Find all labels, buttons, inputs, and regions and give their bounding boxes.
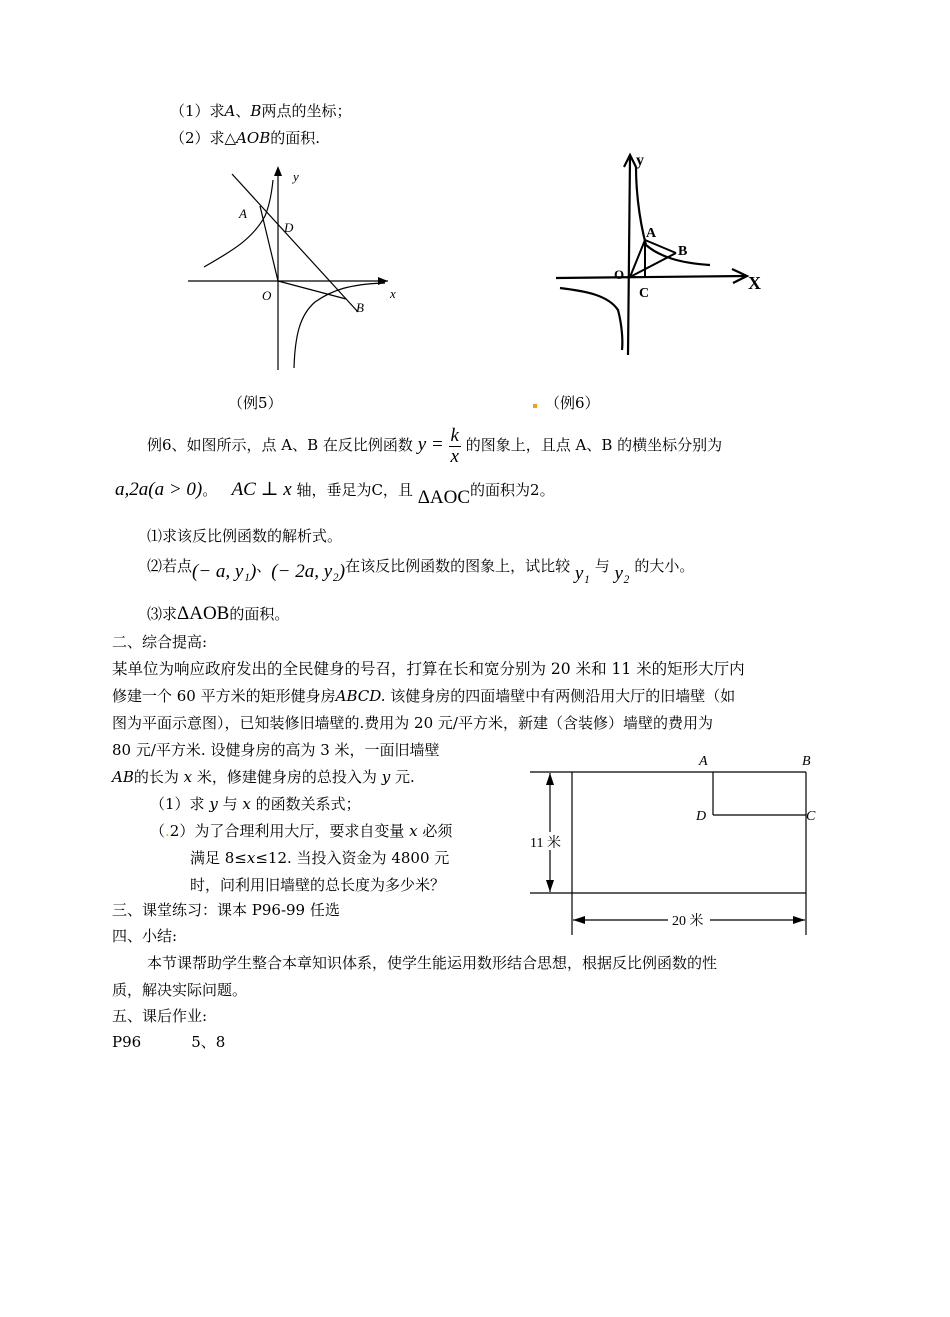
triangle-aob-label: AOB [236,129,271,147]
function-fraction [449,426,461,467]
section-4-heading: 四、小结: [112,927,178,945]
label-b: B [678,244,688,259]
q2-suffix: 的大小。 [634,557,695,575]
hyperbola-branch-left [204,180,273,267]
label-20m: 20 米 [672,914,704,929]
label-d: D [696,809,707,824]
section-2-question-2-line-1 [150,821,452,841]
q2-and: 与 [594,557,610,575]
figure-example-5 [180,160,410,380]
q2-mid: 在该反比例函数的图象上，试比较 [345,557,571,575]
label-c: C [806,809,816,824]
ex5-question-2 [170,128,320,148]
figure-example-6 [550,145,770,360]
homework-line [112,1032,225,1052]
section-2-para-line-1: 某单位为响应政府发出的全民健身的号召，打算在长和宽分别为 20 米和 11 米的矩形大厅内 [112,660,745,678]
hyperbola-branch-right [294,283,385,368]
section-2-para-line-2 [112,686,735,706]
section-2-para-line-4: 80 元/平方米. 设健身房的高为 3 米，一面旧墙壁 [112,741,440,759]
section-2-heading: 二、综合提高: [112,633,208,651]
q1-suffix: 两点的坐标； [261,102,352,120]
label-11m: 11 米 [530,836,561,851]
triangle-aob: ΔAOB [177,603,230,624]
x-var: x [183,768,193,786]
label-c: C [639,286,650,301]
q3-prefix: ⑶求 [147,605,178,623]
y-axis-arrow [274,166,282,176]
function-lhs: y = [417,434,444,455]
figure-hall-plan [520,745,830,940]
segment-ob [278,281,346,299]
q1-sep: 、 [235,102,251,120]
label-b: B [356,300,364,315]
ab-label: AB [112,768,134,786]
caption-example-5: （例5） [228,394,283,412]
ex6-intro: 例6、如图所示，点 A、B 在反比例函数 [147,436,413,454]
hyperbola-branch-right [636,167,710,265]
y-var: y [381,768,391,786]
caption-example-6: （例6） [545,394,600,412]
label-a: A [239,206,247,221]
q2-paren: （ [150,822,166,840]
x-var: x [246,849,256,867]
fraction-denominator: x [450,445,459,467]
homework-items: 5、8 [191,1033,226,1051]
ex6-line-2 [115,479,555,508]
q1-suffix: 的函数关系式； [255,795,361,813]
section-4-para-line-1: 本节课帮助学生整合本章知识体系，使学生能运用数形结合思想，根据反比例函数的性 [147,954,718,972]
hyperbola-branch-left [560,288,622,350]
point-b-label: B [250,102,262,120]
section-2-question-1 [150,794,361,814]
point-a-label: A [224,102,236,120]
ex6-question-1: ⑴求该反比例函数的解析式。 [147,527,343,545]
p5-mid2: 米，修建健身房的总投入为 [196,768,377,786]
homework-page: P96 [112,1033,142,1051]
dim-arrow-left [573,916,585,924]
q2-l2-prefix: 满足 8≤ [190,849,247,867]
perpendicular-expr: AC ⊥ x [231,479,292,500]
ex5-question-1 [170,101,351,121]
label-d: D [284,220,294,235]
section-2-question-2-line-3: 时，问利用旧墙壁的总长度为多少米？ [190,876,446,894]
y-var: y [209,795,218,813]
segment-ab [645,240,676,253]
label-y: y [293,169,299,184]
dim-arrow-down [546,880,554,892]
x-var: x [409,822,418,840]
dim-arrow-right [793,916,805,924]
y-axis [628,157,630,355]
label-b: B [802,754,811,769]
q2-rest: 2）为了合理利用大厅，要求自变量 [169,822,405,840]
q2-prefix: ⑵若点 [147,557,193,575]
q2-sep: 、 [256,557,272,575]
label-o: O [614,267,625,282]
p5-suffix: 元. [394,768,415,786]
section-4-para-line-2: 质，解决实际问题。 [112,981,248,999]
y2: y₂ [614,563,630,584]
q2-suffix: 的面积. [270,129,321,147]
triangle-aoc: ΔAOC [417,487,471,508]
section-2-para-line-5 [112,767,415,787]
line2-suffix: 的面积为2。 [470,481,555,499]
ex6-line1-suffix: 的图象上，且点 A、B 的横坐标分别为 [465,436,723,454]
section-3: 三、课堂练习：课本 P96-99 任选 [112,901,340,919]
q2-prefix: （2）求△ [170,129,237,147]
q2-suffix: 必须 [422,822,453,840]
label-o: O [262,288,272,303]
marker-dot-text: . [165,822,170,840]
section-2-question-2-line-2 [190,848,449,868]
fraction-numerator: k [450,424,459,446]
label-a: A [646,226,657,241]
line2-mid: 轴，垂足为C，且 [296,481,413,499]
label-a: A [699,754,708,769]
point-2: (− 2a, y₂) [271,561,346,582]
p2-prefix: 修建一个 60 平方米的矩形健身房 [112,687,336,705]
abcd-label: ABCD. [335,687,386,705]
marker-dot [533,404,537,408]
segment-oa [260,206,278,281]
dim-arrow-up [546,773,554,785]
x-axis [556,276,745,278]
q1-prefix: （1）求 [170,102,225,120]
p2-suffix: 该健身房的四面墙壁中有两侧沿用大厅的旧墙壁（如 [390,687,736,705]
p5-mid: 的长为 [133,768,179,786]
section-5-heading: 五、课后作业: [112,1007,208,1025]
ex6-question-3 [147,604,289,624]
line-ab [232,174,358,312]
x-var: x [242,795,251,813]
ex6-line-1 [147,425,722,467]
label-y: y [636,152,644,169]
q1-prefix: （1）求 [150,795,205,813]
point-1: (− a, y₁) [192,561,257,582]
q2-l2-suffix: ≤12. 当投入资金为 4800 元 [255,849,450,867]
abscissa-values: a,2a(a > 0) [115,479,203,500]
line2-sep: 。 [202,481,218,499]
section-2-para-line-3: 图为平面示意图），已知装修旧墙壁的.费用为 20 元/平方米，新建（含装修）墙壁的费用为 [112,714,713,732]
ex6-question-2 [147,556,695,584]
y1: y₁ [574,563,590,584]
label-x: X [748,273,761,293]
q3-suffix: 的面积。 [229,605,290,623]
segment-ob [630,253,676,277]
label-x: x [390,286,396,301]
q1-mid: 与 [222,795,238,813]
